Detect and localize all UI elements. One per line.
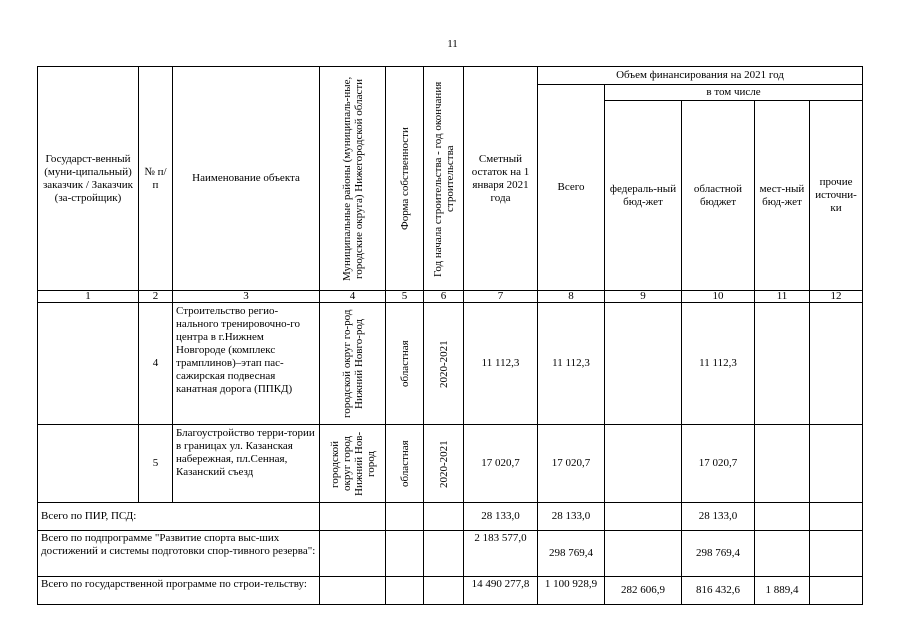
column-number: 8 xyxy=(538,291,605,303)
column-number: 4 xyxy=(320,291,386,303)
other-value xyxy=(810,303,863,425)
ownership-text: областная xyxy=(398,340,411,387)
total-regional: 28 133,0 xyxy=(682,503,755,531)
empty-cell xyxy=(810,503,863,531)
district-text: городской округ го-род Нижний Новго-род xyxy=(340,309,365,418)
years-text: 2020-2021 xyxy=(437,439,450,488)
header-district-text: Муниципальные районы (муниципаль-ные, городские округа) Нижегородской области xyxy=(340,76,365,281)
total-local: 1 889,4 xyxy=(755,577,810,605)
empty-cell xyxy=(386,577,424,605)
header-ownership-text: Форма собственности xyxy=(398,127,411,230)
federal-value xyxy=(605,425,682,503)
total-federal: 282 606,9 xyxy=(605,577,682,605)
object-name: Строительство регио-нального тренировочно-го центра в г.Нижнем Новгороде (комплекс трамплинов)–этап пас-сажирская подвесная канатная дорога (ППКД) xyxy=(173,303,320,425)
local-value xyxy=(755,303,810,425)
total-regional: 816 432,6 xyxy=(682,577,755,605)
column-number: 12 xyxy=(810,291,863,303)
header-num: № п/п xyxy=(139,67,173,291)
empty-cell xyxy=(320,531,386,577)
remainder-value: 17 020,7 xyxy=(464,425,538,503)
column-number-row xyxy=(38,291,863,303)
total-row-pir xyxy=(38,503,863,531)
ownership-cell xyxy=(386,425,424,503)
total-label: Всего по государственной программе по строи-тельству: xyxy=(38,577,320,605)
page-number: 11 xyxy=(447,38,458,50)
header-total: Всего xyxy=(538,85,605,291)
header-customer: Государст-венный (муни-ципальный) заказчик / Заказчик (за-стройщик) xyxy=(38,67,139,291)
header-district xyxy=(320,67,386,291)
header-object-name: Наименование объекта xyxy=(173,67,320,291)
total-local xyxy=(755,531,810,577)
column-number: 6 xyxy=(424,291,464,303)
empty-cell xyxy=(424,577,464,605)
column-number: 9 xyxy=(605,291,682,303)
customer-cell xyxy=(38,303,139,425)
row-number: 4 xyxy=(139,303,173,425)
empty-cell xyxy=(320,577,386,605)
empty-cell xyxy=(424,503,464,531)
financing-table xyxy=(37,66,863,605)
total-federal xyxy=(605,503,682,531)
years-cell xyxy=(424,425,464,503)
regional-value: 17 020,7 xyxy=(682,425,755,503)
total-all: 28 133,0 xyxy=(538,503,605,531)
total-local xyxy=(755,503,810,531)
empty-cell xyxy=(810,577,863,605)
total-federal xyxy=(605,531,682,577)
empty-cell xyxy=(320,503,386,531)
total-all: 1 100 928,9 xyxy=(538,577,605,605)
total-label: Всего по ПИР, ПСД: xyxy=(38,503,320,531)
ownership-text: областная xyxy=(398,440,411,487)
total-value: 11 112,3 xyxy=(538,303,605,425)
years-cell xyxy=(424,303,464,425)
empty-cell xyxy=(386,531,424,577)
header-ownership xyxy=(386,67,424,291)
column-number: 7 xyxy=(464,291,538,303)
header-years xyxy=(424,67,464,291)
column-number: 1 xyxy=(38,291,139,303)
table-row xyxy=(38,303,863,425)
years-text: 2020-2021 xyxy=(437,339,450,388)
header-including: в том числе xyxy=(605,85,863,101)
total-row-subprogram xyxy=(38,531,863,577)
empty-cell xyxy=(386,503,424,531)
header-remainder: Сметный остаток на 1 января 2021 года xyxy=(464,67,538,291)
header-financing-title: Объем финансирования на 2021 год xyxy=(538,67,863,85)
empty-cell xyxy=(424,531,464,577)
district-text: городской округ город Нижний Нов-город xyxy=(328,431,377,496)
remainder-value: 11 112,3 xyxy=(464,303,538,425)
header-federal: федераль-ный бюд-жет xyxy=(605,101,682,291)
object-name: Благоустройство терри-тории в границах ул. Казанская набережная, пл.Сенная, Казанский съезд xyxy=(173,425,320,503)
empty-cell xyxy=(810,531,863,577)
header-local: мест-ный бюд-жет xyxy=(755,101,810,291)
total-all: 298 769,4 xyxy=(538,531,605,577)
total-label: Всего по подпрограмме "Развитие спорта выс-ших достижений и системы подготовки спор-тивного резерва": xyxy=(38,531,320,577)
column-number: 11 xyxy=(755,291,810,303)
federal-value xyxy=(605,303,682,425)
district-cell xyxy=(320,425,386,503)
total-remainder: 2 183 577,0 xyxy=(464,531,538,577)
header-regional: областной бюджет xyxy=(682,101,755,291)
total-row-program xyxy=(38,577,863,605)
column-number: 2 xyxy=(139,291,173,303)
header-years-text: Год начала строительства - год окончания строительства xyxy=(431,80,456,277)
customer-cell xyxy=(38,425,139,503)
column-number: 5 xyxy=(386,291,424,303)
total-remainder: 28 133,0 xyxy=(464,503,538,531)
district-cell xyxy=(320,303,386,425)
other-value xyxy=(810,425,863,503)
ownership-cell xyxy=(386,303,424,425)
total-remainder: 14 490 277,8 xyxy=(464,577,538,605)
row-number: 5 xyxy=(139,425,173,503)
table-row xyxy=(38,425,863,503)
local-value xyxy=(755,425,810,503)
column-number: 3 xyxy=(173,291,320,303)
column-number: 10 xyxy=(682,291,755,303)
total-regional: 298 769,4 xyxy=(682,531,755,577)
total-value: 17 020,7 xyxy=(538,425,605,503)
header-other: прочие источни-ки xyxy=(810,101,863,291)
regional-value: 11 112,3 xyxy=(682,303,755,425)
